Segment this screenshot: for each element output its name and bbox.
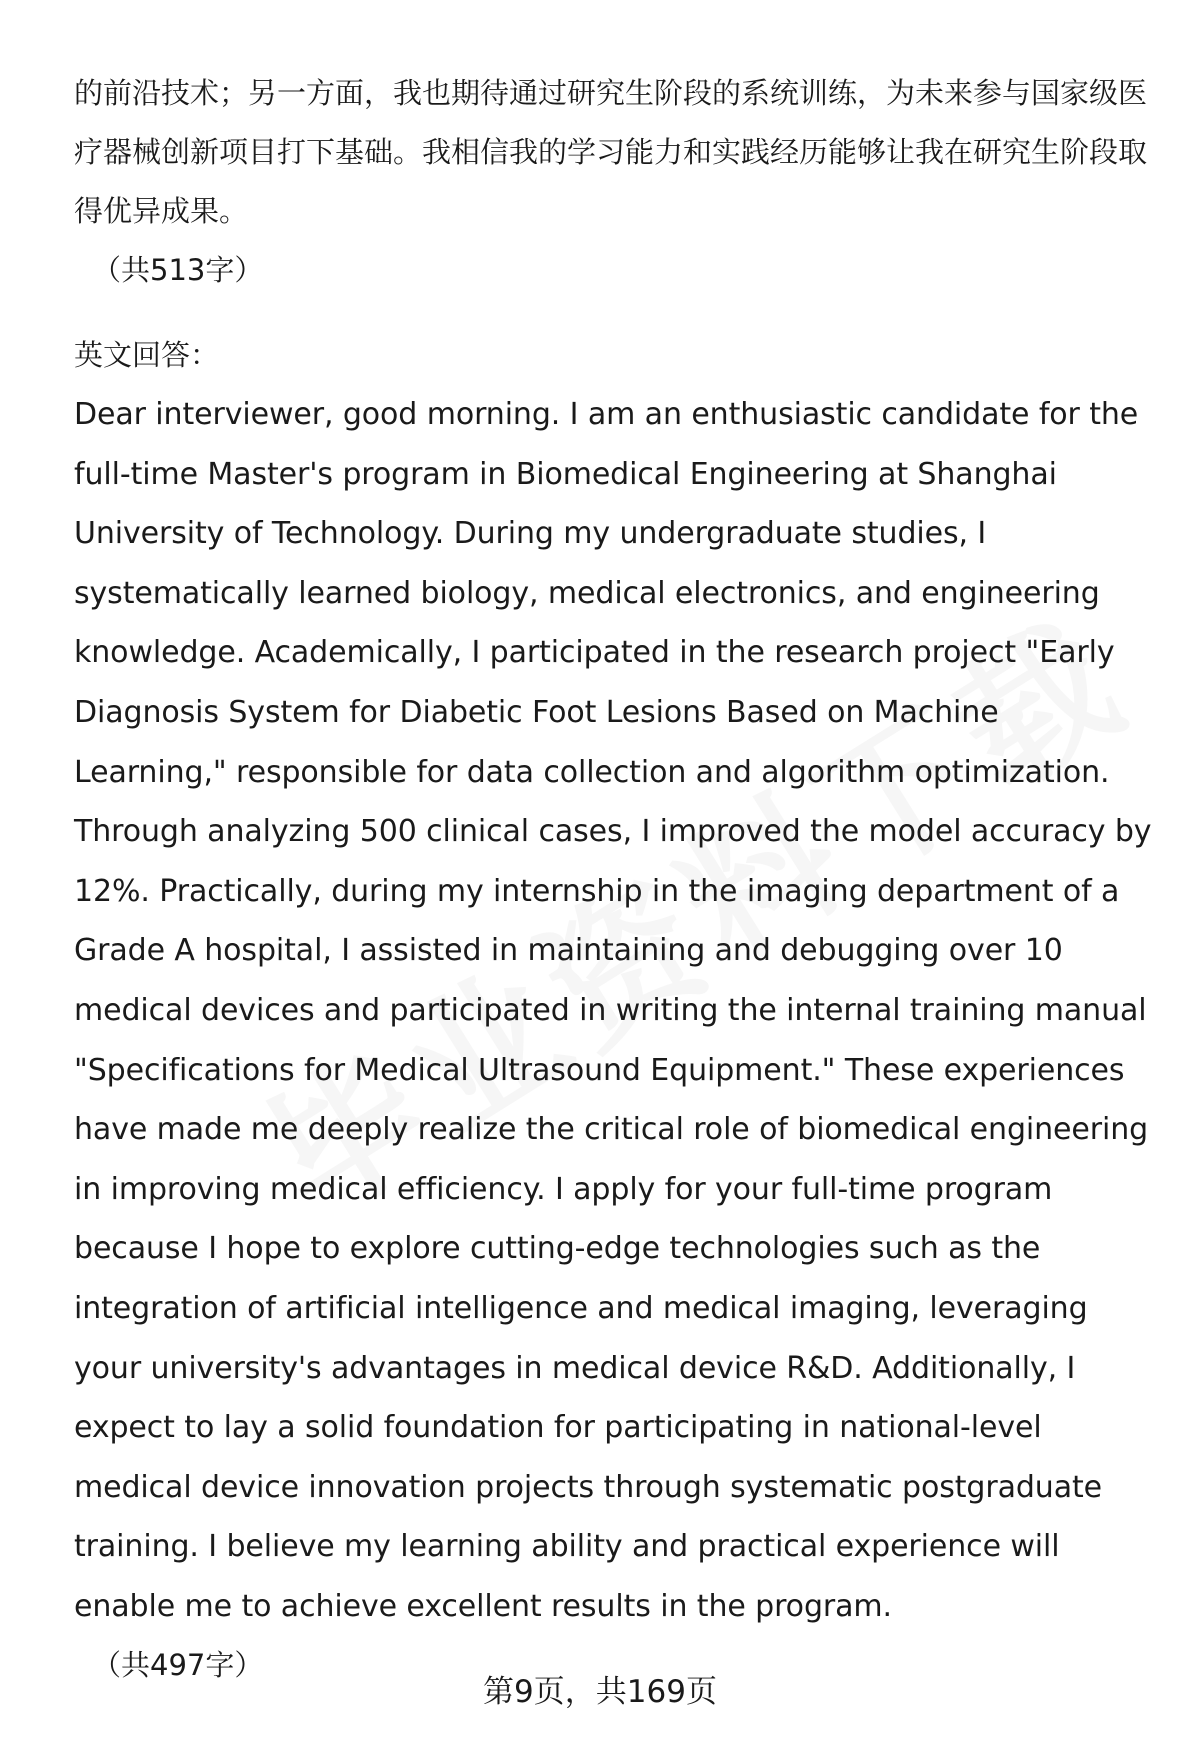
english-answer-text: Dear interviewer, good morning. I am an enthusiastic candidate for the full-time Master's program in Biomedical Engineering at Shanghai University of Technology. During my undergraduate studies, I systematically learned biology, medical electronics, and engineering knowledge. Academically, I participated in the research project "Early Diagnosis System for Diabetic Foot Lesions Based on Machine Learning," responsible for data collection and algorithm optimization. Through analyzing 500 clinical cases, I improved the model accuracy by 12%. Practically, during my internship in the imaging department of a Grade A hospital, I assisted in maintaining and debugging over 10 medical devices and participated in writing the internal training manual "Specifications for Medical Ultrasound Equipment." These experiences have made me deeply realize the critical role of biomedical engineering in improving medical efficiency. I apply for your full-time program because I hope to explore cutting-edge technologies such as the integration of artificial intelligence and medical imaging, leveraging your university's advantages in medical device R&D. Additionally, I expect to lay a solid foundation for participating in national-level medical device innovation projects through systematic postgraduate training. I believe my learning ability and practical experience will enable me to achieve excellent results in the program. [74,397,1152,1624]
document-page [74,64,1154,1695]
english-answer-label: 英文回答： [74,338,220,372]
english-word-count: （共497字） [92,1648,264,1683]
page-footer: 第9页，共169页 [483,1674,717,1710]
chinese-word-count: （共513字） [92,253,264,287]
chinese-answer-continued: 的前沿技术；另一方面，我也期待通过研究生阶段的系统训练，为未来参与国家级医疗器械创新项目打下基础。我相信我的学习能力和实践经历能够让我在研究生阶段取得优异成果。 [74,76,1148,228]
